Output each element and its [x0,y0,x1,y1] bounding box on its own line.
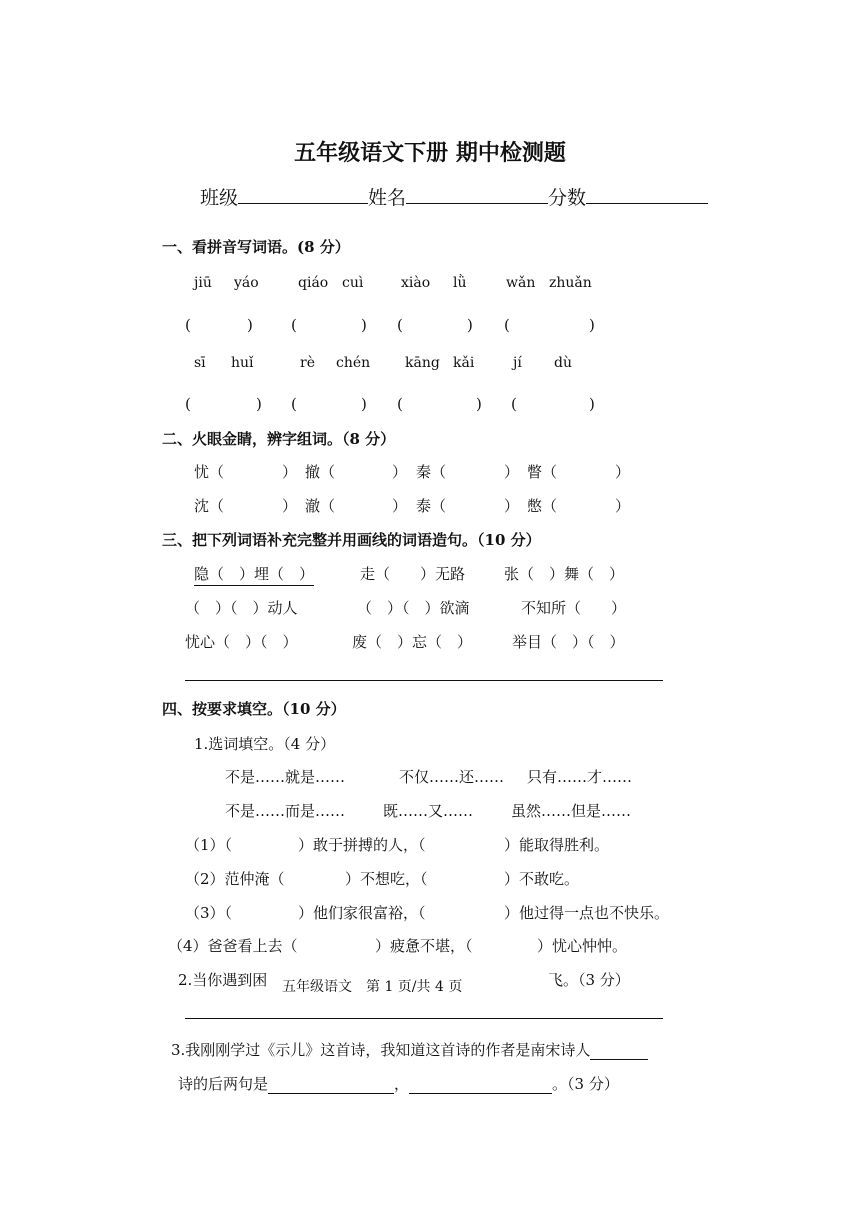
verse-field[interactable] [409,1075,552,1094]
char-item: 瞥（ [527,463,558,481]
idiom: （ ）（ ）欲滴 [357,599,470,617]
sentence-end: ）不敢吃。 [504,870,580,888]
paren-close: ) [589,316,595,334]
question-3-text: 3.我刚刚学过《示儿》这首诗，我知道这首诗的作者是南宋诗人 [171,1041,591,1059]
question-3-line2 [178,1073,619,1094]
page-footer: 五年级语文 第 1 页/共 4 页 [282,979,463,995]
answer-box[interactable]: ( [291,316,297,334]
paren-close: ） [615,497,631,515]
sentence-start: （4）爸爸看上去（ [168,937,298,955]
sentence-mid: ）敢于拼搏的人，（ [298,836,426,854]
poet-field[interactable] [590,1041,648,1060]
sentence-start: （2）范仲淹（ [185,870,285,888]
section1-heading: 一、看拼音写词语。(8 分） [162,238,350,256]
pinyin: zhuǎn [549,275,592,291]
pinyin: xiào [401,275,431,291]
word-option: 不仅……还…… [399,768,505,786]
pinyin: rè [300,355,315,371]
word-option: 不是……而是…… [225,802,346,820]
char-item: 忧（ [194,463,225,481]
sentence-mid: ）不想吃，（ [345,870,428,888]
class-field[interactable] [238,185,368,204]
char-item: 泰（ [416,497,447,515]
sentence-start: （3）（ [185,904,233,922]
sentence-end: ）他过得一点也不快乐。 [504,904,670,922]
verse-field[interactable] [268,1075,394,1094]
pinyin: yáo [234,275,259,291]
comma: ， [394,1075,410,1093]
page-title: 五年级语文下册 期中检测题 [294,140,566,166]
idiom: 废（ ）忘（ ） [352,633,473,651]
pinyin: lǜ [453,275,467,291]
idiom: 走（ ）无路 [360,565,466,583]
name-field[interactable] [406,185,548,204]
pinyin: sī [194,355,206,371]
idiom: 不知所（ ） [521,599,627,617]
answer-box[interactable]: ( [185,316,191,334]
paren-close: ） [392,497,408,515]
paren-close: ) [247,316,253,334]
name-label: 姓名 [368,187,407,209]
question-2-end: 飞。（3 分） [548,971,630,989]
paren-close: ) [589,395,595,413]
class-label: 班级 [200,187,239,209]
score-label: 分数 [548,187,587,209]
pinyin: cuì [342,275,364,291]
paren-close: ） [392,463,408,481]
idiom: 张（ ）舞（ ） [504,565,625,583]
paren-close: ) [361,395,367,413]
sentence-end: ）能取得胜利。 [504,836,610,854]
question-3-line1 [171,1039,648,1060]
sentence-mid: ）他们家很富裕，（ [298,904,426,922]
answer-box[interactable]: ( [397,395,403,413]
question-3-end: 。（3 分） [552,1075,619,1093]
paren-close: ) [476,395,482,413]
question-2-start: 2.当你遇到困 [178,971,268,989]
question-label: 1.选词填空。（4 分） [194,735,336,753]
paren-close: ） [282,497,298,515]
section3-heading: 三、把下列词语补充完整并用画线的词语造句。（10 分） [162,531,541,549]
idiom: 忧心（ ）（ ） [185,633,298,651]
char-item: 秦（ [416,463,447,481]
pinyin: qiáo [298,275,329,291]
paren-close: ） [615,463,631,481]
idiom: （ ）（ ）动人 [185,599,298,617]
sentence-mid: ）疲惫不堪，（ [375,937,473,955]
paren-close: ） [282,463,298,481]
question-3-text: 诗的后两句是 [178,1075,269,1093]
pinyin: jiū [194,275,212,291]
paren-close: ) [361,316,367,334]
char-item: 澈（ [305,497,336,515]
answer-box[interactable]: ( [291,395,297,413]
pinyin: kǎi [453,355,475,371]
answer-box[interactable]: ( [504,316,510,334]
char-item: 沈（ [194,497,225,515]
answer-line[interactable] [185,1018,663,1019]
paren-close: ) [256,395,262,413]
sentence-end: ）忧心忡忡。 [537,937,628,955]
pinyin: chén [336,355,371,371]
pinyin: kāng [405,355,440,371]
word-option: 只有……才…… [527,768,633,786]
paren-close: ） [504,463,520,481]
word-option: 不是……就是…… [225,768,346,786]
info-row [200,183,708,210]
paren-close: ） [504,497,520,515]
answer-box[interactable]: ( [397,316,403,334]
paren-close: ) [467,316,473,334]
idiom: 举目（ ）（ ） [512,633,625,651]
answer-box[interactable]: ( [511,395,517,413]
pinyin: jí [513,355,522,371]
pinyin: huǐ [231,355,254,371]
section4-heading: 四、按要求填空。（10 分） [162,700,346,718]
pinyin: dù [554,355,572,371]
pinyin: wǎn [506,275,536,291]
answer-line[interactable] [185,680,663,681]
section2-heading: 二、火眼金睛，辨字组词。（8 分） [162,430,396,448]
word-option: 虽然……但是…… [511,802,632,820]
char-item: 憋（ [527,497,558,515]
answer-box[interactable]: ( [185,395,191,413]
char-item: 撤（ [305,463,336,481]
score-field[interactable] [586,185,708,204]
idiom-underlined: 隐（ ）埋（ ） [194,563,314,586]
word-option: 既……又…… [383,802,474,820]
sentence-start: （1）（ [185,836,233,854]
